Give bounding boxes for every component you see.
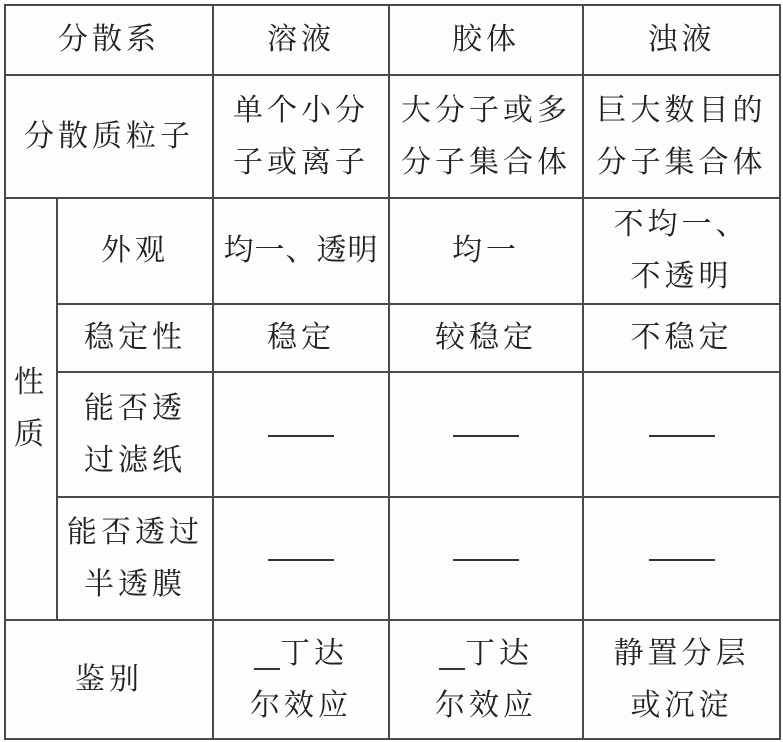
particle-suspension-line-2: 分子集合体 [596, 144, 767, 180]
membrane-label-line-1: 能否透过 [67, 514, 203, 550]
identification-solution-line-2: 尔效应 [250, 687, 352, 723]
membrane-solution-answer-blank[interactable] [213, 497, 389, 620]
appearance-suspension [583, 198, 780, 304]
particle-suspension [583, 75, 780, 198]
identification-solution [213, 620, 389, 739]
particle-solution-line-2: 子或离子 [233, 144, 369, 180]
identification-colloid-line-1 [392, 628, 580, 680]
header-suspension: 浊液 [583, 5, 780, 75]
identification-suspension-line-2: 或沉淀 [630, 687, 733, 723]
fill-in-blank[interactable] [254, 668, 280, 670]
properties-label [5, 198, 57, 620]
identification-solution-text-1: 丁达 [280, 635, 348, 671]
membrane-row [5, 497, 780, 620]
fill-in-blank[interactable] [439, 668, 465, 670]
identification-label: 鉴别 [5, 620, 213, 739]
particle-colloid-line-2: 分子集合体 [401, 144, 571, 180]
answer-line [453, 559, 519, 561]
stability-colloid: 较稳定 [389, 304, 583, 372]
appearance-suspension-line-1: 不均一、 [613, 207, 750, 242]
stability-label: 稳定性 [57, 304, 213, 372]
identification-suspension [583, 620, 780, 739]
membrane-label [57, 497, 213, 620]
particle-label: 分散质粒子 [5, 75, 213, 198]
answer-line [268, 559, 334, 561]
particle-solution-line-1: 单个小分 [233, 92, 369, 128]
filter-paper-label-line-1: 能否透 [84, 390, 186, 426]
filter-paper-label [57, 372, 213, 497]
particle-suspension-line-1: 巨大数目的 [596, 92, 767, 128]
particle-row [5, 75, 780, 198]
filter-paper-row [5, 372, 780, 497]
membrane-colloid-answer-blank[interactable] [389, 497, 583, 620]
identification-row [5, 620, 780, 739]
particle-solution [213, 75, 389, 198]
filter-paper-suspension-answer-blank[interactable] [583, 372, 780, 497]
filter-paper-solution-answer-blank[interactable] [213, 372, 389, 497]
membrane-suspension-answer-blank[interactable] [583, 497, 780, 620]
stability-suspension: 不稳定 [583, 304, 780, 372]
particle-colloid-line-1: 大分子或多 [401, 92, 571, 128]
membrane-label-line-2: 半透膜 [84, 566, 186, 602]
stability-solution: 稳定 [213, 304, 389, 372]
appearance-colloid: 均一 [389, 198, 583, 304]
filter-paper-label-line-2: 过滤纸 [84, 442, 186, 478]
filter-paper-colloid-answer-blank[interactable] [389, 372, 583, 497]
stability-row [5, 304, 780, 372]
comparison-table [4, 4, 781, 740]
particle-colloid [389, 75, 583, 198]
header-dispersion-system: 分散系 [5, 5, 213, 75]
identification-solution-line-1 [216, 628, 386, 680]
properties-label-char-1: 性 [14, 365, 48, 400]
identification-colloid-text-1: 丁达 [465, 635, 533, 671]
answer-line [649, 559, 715, 561]
answer-line [453, 435, 519, 437]
identification-colloid-line-2: 尔效应 [435, 687, 537, 723]
header-colloid: 胶体 [389, 5, 583, 75]
properties-label-char-2: 质 [14, 417, 48, 452]
appearance-label: 外观 [57, 198, 213, 304]
identification-colloid [389, 620, 583, 739]
header-row [5, 5, 780, 75]
appearance-solution: 均一、透明 [213, 198, 389, 304]
answer-line [268, 435, 334, 437]
appearance-suspension-line-2: 不透明 [630, 259, 733, 294]
appearance-row [5, 198, 780, 304]
header-solution: 溶液 [213, 5, 389, 75]
answer-line [649, 435, 715, 437]
identification-suspension-line-1: 静置分层 [613, 635, 750, 671]
